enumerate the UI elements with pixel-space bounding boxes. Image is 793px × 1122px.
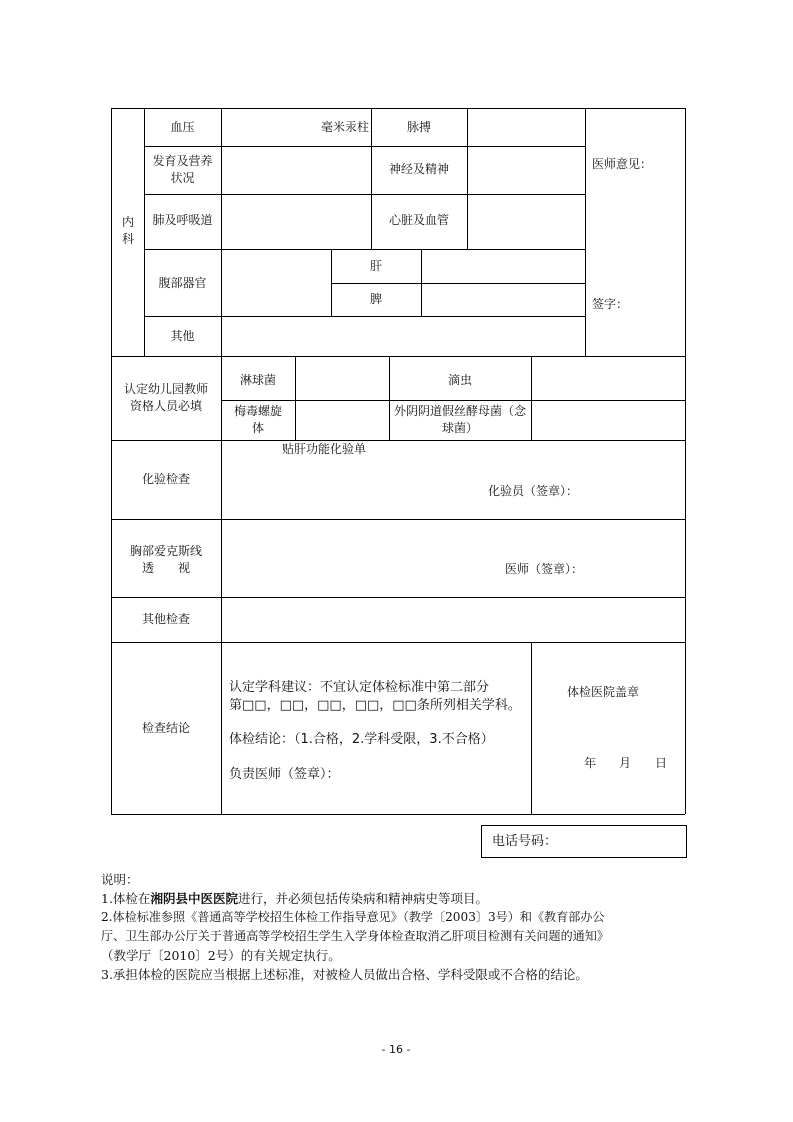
- kindergarten-label: [111, 381, 221, 415]
- blood-pressure-label: 血压: [170, 120, 195, 134]
- grid-line: [531, 356, 532, 440]
- lab-label: 化验检查: [141, 472, 190, 486]
- signature-label: 签字：: [592, 297, 629, 311]
- date-month: 月: [619, 756, 632, 770]
- grid-line: [331, 283, 585, 284]
- grid-line: [531, 642, 532, 814]
- xray-label-line-1: 胸部爱克斯线: [129, 544, 202, 558]
- conclusion-line-3: 体检结论：（1.合格，2.学科受限，3.不合格）: [229, 732, 494, 747]
- development-label-line-2: 状况: [170, 171, 195, 185]
- spleen-label: 脾: [369, 292, 382, 306]
- grid-line: [111, 519, 685, 520]
- grid-line: [144, 146, 585, 147]
- lab-note: 贴肝功能化验单: [282, 442, 367, 456]
- grid-line: [221, 440, 222, 814]
- syphilis-label-line-2: 体: [251, 421, 264, 435]
- date-day: 日: [655, 756, 668, 770]
- grid-line: [221, 400, 685, 401]
- notes-heading: 说明：: [101, 872, 139, 887]
- conclusion-line-4: 负责医师（签章）：: [229, 767, 340, 782]
- grid-line: [144, 249, 585, 250]
- page-number: - 16 -: [381, 1043, 411, 1056]
- grid-line: [111, 356, 685, 357]
- note-1-prefix: 1.体检在: [101, 891, 151, 906]
- doctor-opinion: 医师意见：: [592, 157, 653, 171]
- grid-line: [111, 642, 685, 643]
- note-2-line-1: 2.体检标准参照《普通高等学校招生体检工作指导意见》（教学〔2003〕3号）和《教育部办公: [101, 910, 605, 924]
- gonococcus-label: 淋球菌: [239, 373, 276, 387]
- conclusion-line-1: 认定学科建议：不宜认定体检标准中第二部分: [229, 680, 490, 695]
- note-1: [101, 889, 488, 908]
- date-year: 年: [584, 756, 597, 770]
- phone-label: 电话号码：: [492, 834, 558, 849]
- note-2-line-3: （教学厅〔2010〕2号）的有关规定执行。: [101, 948, 341, 963]
- neike-label-char-2: 科: [121, 232, 134, 246]
- development-label-line-1: 发育及营养: [152, 154, 213, 168]
- pulse-label: 脉搏: [406, 120, 431, 134]
- table-border-bottom: [111, 814, 685, 815]
- candida-label-line-1: 外阴阴道假丝酵母菌（念: [393, 404, 526, 418]
- kindergarten-label-line-1: 认定幼儿园教师: [123, 382, 208, 396]
- grid-line: [111, 597, 685, 598]
- grid-line: [111, 440, 685, 441]
- grid-line: [585, 108, 586, 356]
- syphilis-label: [221, 403, 295, 437]
- other-label: 其他: [170, 329, 195, 343]
- neike-label-char-1: 内: [121, 215, 134, 229]
- grid-line: [144, 194, 585, 195]
- grid-line: [144, 316, 585, 317]
- xray-label: [111, 543, 221, 577]
- liver-label: 肝: [369, 259, 382, 273]
- note-1-hospital: 湘阴县中医医院: [150, 891, 238, 906]
- phone-box: [481, 825, 687, 858]
- kindergarten-label-line-2: 资格人员必填: [129, 399, 202, 413]
- abdomen-label: 腹部器官: [158, 276, 207, 290]
- grid-line: [467, 108, 468, 249]
- other-exam-label: 其他检查: [141, 612, 190, 626]
- xray-label-line-2: [111, 560, 221, 577]
- neike-section-label: [112, 214, 144, 248]
- note-1-suffix: 进行，并必须包括传染病和精神病史等项目。: [237, 891, 488, 906]
- xray-label-char-a: 透: [141, 561, 154, 575]
- candida-label: [389, 403, 531, 437]
- table-border-right: [685, 108, 686, 814]
- conclusion-line-2: 第□□，□□，□□，□□，□□条所列相关学科。: [229, 698, 521, 713]
- table-border-top: [111, 108, 685, 109]
- syphilis-label-line-1: 梅毒螺旋: [233, 404, 282, 418]
- heart-label: 心脏及血管: [388, 213, 449, 227]
- trichomonas-label: 滴虫: [447, 373, 472, 387]
- hospital-stamp-label: 体检医院盖章: [567, 685, 640, 699]
- xray-label-char-b: 视: [178, 561, 191, 575]
- conclusion-label: 检查结论: [141, 721, 190, 735]
- xray-signer: 医师（签章）：: [505, 562, 584, 576]
- grid-line: [295, 356, 296, 440]
- note-2-line-2: 厅、卫生部办公厅关于普通高等学校招生学生入学身体检查取消乙肝项目检测有关问题的通知》: [101, 929, 609, 943]
- note-3: 3.承担体检的医院应当根据上述标准，对被检人员做出合格、学科受限或不合格的结论。: [101, 967, 588, 982]
- development-label: [144, 153, 221, 187]
- nerve-label: 神经及精神: [388, 162, 449, 176]
- candida-label-line-2: 球菌）: [441, 421, 478, 435]
- blood-pressure-unit: 毫米汞柱: [320, 120, 369, 134]
- lung-label: 肺及呼吸道: [152, 213, 213, 227]
- lab-signer: 化验员（签章）：: [488, 484, 579, 498]
